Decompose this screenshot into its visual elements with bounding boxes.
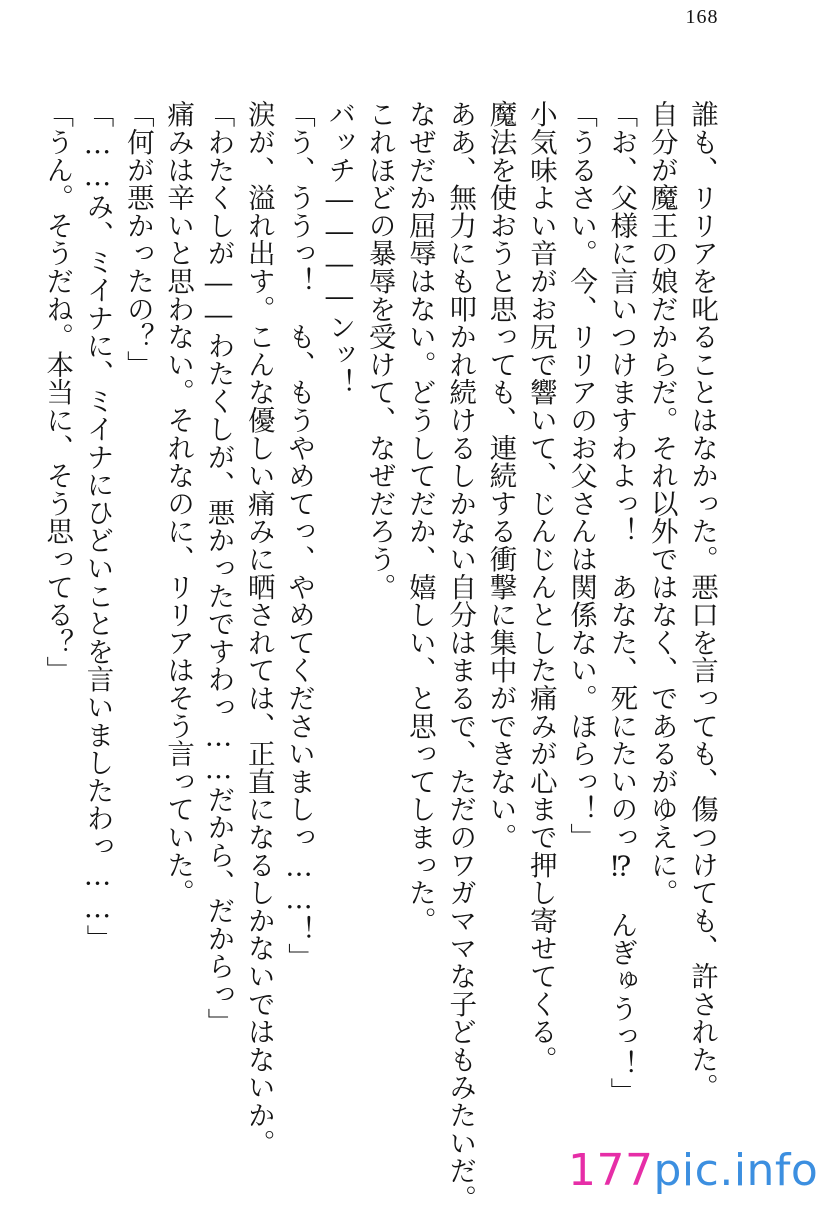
- text-line: 自分が魔王の娘だからだ。それ以外ではなく、であるがゆえに。: [645, 100, 678, 907]
- dialogue-line: 「何が悪かったの？」: [121, 100, 154, 378]
- text-line: 涙が、溢れ出す。こんな優しい痛みに晒されては、正直になるしかないではないか。: [242, 100, 275, 1157]
- watermark-number: 177: [568, 1145, 654, 1196]
- dialogue-line: 「うん。そうだね。本当に、そう思ってる？」: [41, 100, 74, 684]
- novel-body-text: [37, 100, 722, 1212]
- page-number: 168: [685, 6, 719, 28]
- dialogue-line: 「わたくしが――わたくしが、悪かったですわっ……だから、だからっ」: [202, 100, 235, 1036]
- site-watermark: [568, 1145, 818, 1196]
- text-line: ああ、無力にも叩かれ続けるしかない自分はまるで、ただのワガママな子どもみたいだ。: [444, 100, 477, 1212]
- text-line: これほどの暴辱を受けて、なぜだろう。: [363, 100, 396, 601]
- text-line: 誰も、リリアを叱ることはなかった。悪口を言っても、傷つけても、許された。: [686, 100, 718, 1101]
- dialogue-line: 「お、父様に言いつけますわよっ！ あなた、死にたいのっ⁉ んぎゅうっ！」: [605, 100, 638, 1106]
- text-line: 痛みは辛いと思わない。それなのに、リリアはそう言っていた。: [162, 100, 195, 907]
- watermark-domain: pic.info: [653, 1145, 818, 1196]
- dialogue-line: 「……み、ミイナに、ミイナにひどいことを言いましたわっ……」: [81, 100, 114, 952]
- text-line: バッチ――――ンッ！: [323, 100, 356, 396]
- text-line: 魔法を使おうと思っても、連続する衝撃に集中ができない。: [484, 100, 517, 851]
- text-line: なぜだか屈辱はない。どうしてだか、嬉しい、と思ってしまった。: [403, 100, 436, 934]
- text-line: 小気味よい音がお尻で響いて、じんじんとした痛みが心まで押し寄せてくる。: [524, 100, 557, 1073]
- dialogue-line: 「う、ううっ！ も、もうやめてっ、やめてくださいましっ……！」: [283, 100, 316, 971]
- dialogue-line: 「うるさい。今、リリアのお父さんは関係ない。ほらっ！」: [565, 100, 598, 851]
